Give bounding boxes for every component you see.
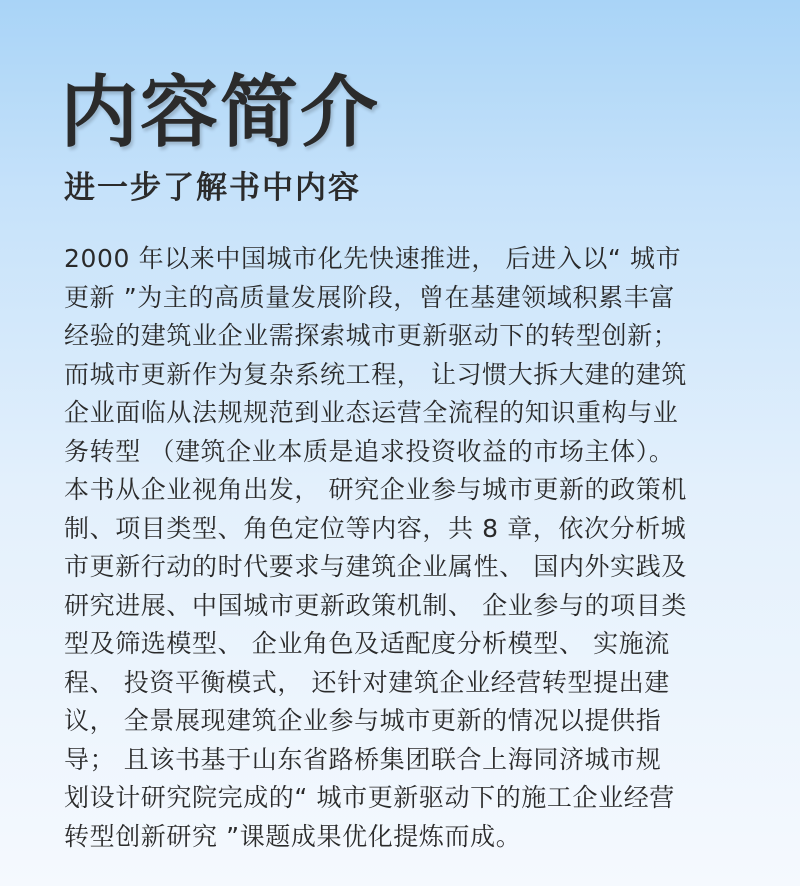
body-line: 本书从企业视角出发， 研究企业参与城市更新的政策机	[64, 475, 687, 504]
body-line: 2000 年以来中国城市化先快速推进， 后进入以“ 城市	[64, 244, 682, 273]
body-line: 转型创新研究 ”课题成果优化提炼而成。	[64, 821, 522, 851]
body-line: 制、项目类型、角色定位等内容，共 8 章，依次分析城	[64, 513, 687, 543]
body-line: 经验的建筑业企业需探索城市更新驱动下的转型创新；	[64, 321, 679, 350]
body-line: 更新 ”为主的高质量发展阶段，曾在基建领域积累丰富	[64, 282, 675, 312]
body-line: 而城市更新作为复杂系统工程， 让习惯大拆大建的建筑	[64, 359, 687, 389]
body-line: 导； 且该书基于山东省路桥集团联合上海同济城市规	[64, 744, 662, 774]
body-line: 市更新行动的时代要求与建筑企业属性、 国内外实践及	[64, 552, 687, 581]
body-line: 议， 全景展现建筑企业参与城市更新的情况以提供指	[64, 706, 662, 735]
page-subtitle: 进一步了解书中内容	[64, 170, 361, 206]
page-title: 内容简介	[60, 68, 381, 158]
body-line: 型及筛选模型、 企业角色及适配度分析模型、 实施流	[64, 629, 670, 658]
body-line: 划设计研究院完成的“ 城市更新驱动下的施工企业经营	[64, 783, 675, 812]
body-line: 研究进展、中国城市更新政策机制、 企业参与的项目类	[64, 590, 687, 620]
intro-body	[64, 240, 740, 856]
body-line: 程、 投资平衡模式， 还针对建筑企业经营转型提出建	[64, 667, 670, 697]
body-line: 务转型 （建筑企业本质是追求投资收益的市场主体）。	[64, 436, 675, 466]
body-line: 企业面临从法规规范到业态运营全流程的知识重构与业	[64, 398, 679, 427]
